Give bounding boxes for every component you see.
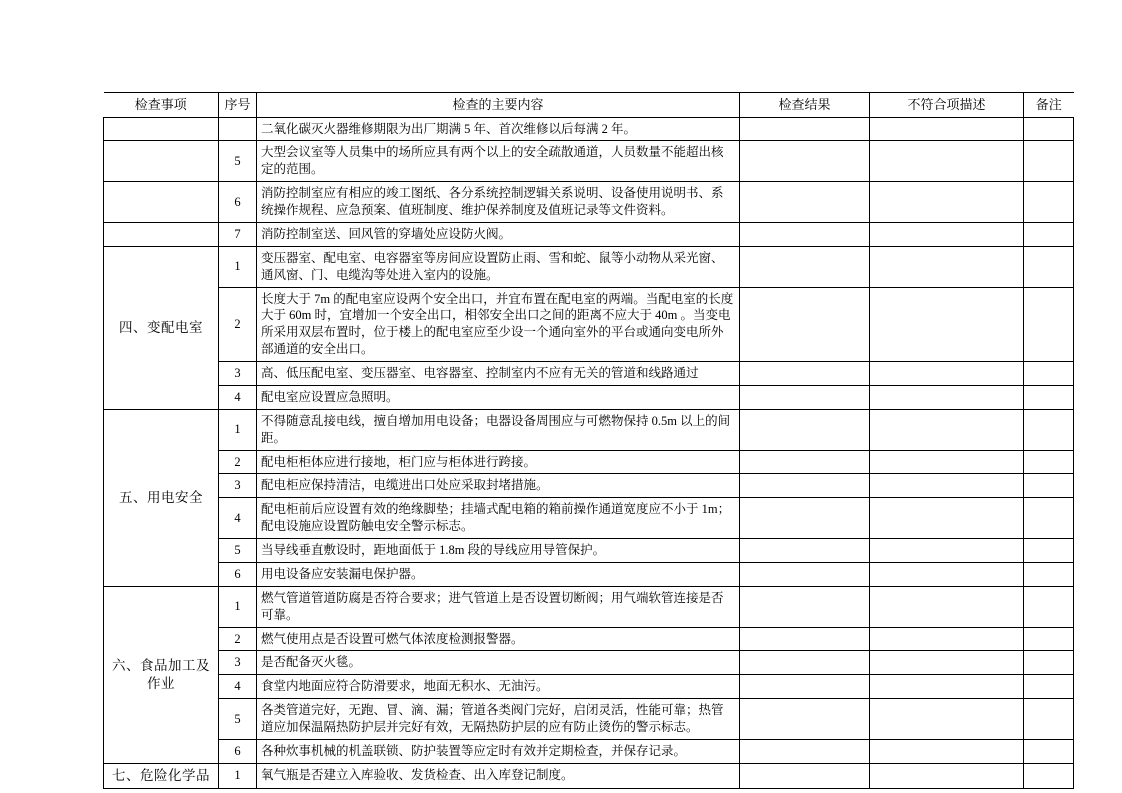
row-desc[interactable] bbox=[870, 539, 1024, 563]
row-remark[interactable] bbox=[1024, 182, 1074, 223]
table-row bbox=[104, 627, 1074, 651]
row-remark[interactable] bbox=[1024, 763, 1074, 788]
row-category bbox=[104, 182, 219, 223]
table-body bbox=[104, 117, 1074, 788]
table-row bbox=[104, 141, 1074, 182]
row-content: 高、低压配电室、变压器室、电容器室、控制室内不应有无关的管道和线路通过 bbox=[257, 362, 740, 386]
row-remark[interactable] bbox=[1024, 739, 1074, 763]
row-number: 6 bbox=[219, 739, 257, 763]
row-desc[interactable] bbox=[870, 586, 1024, 627]
table-row bbox=[104, 246, 1074, 287]
row-category: 六、食品加工及作业 bbox=[104, 586, 219, 763]
table-row bbox=[104, 222, 1074, 246]
row-result[interactable] bbox=[740, 562, 870, 586]
row-number: 1 bbox=[219, 409, 257, 450]
row-number: 1 bbox=[219, 246, 257, 287]
column-header-desc: 不符合项描述 bbox=[870, 93, 1024, 118]
row-desc[interactable] bbox=[870, 246, 1024, 287]
row-remark[interactable] bbox=[1024, 287, 1074, 362]
row-result[interactable] bbox=[740, 474, 870, 498]
row-number: 7 bbox=[219, 222, 257, 246]
row-number: 4 bbox=[219, 675, 257, 699]
table-header bbox=[104, 93, 1074, 118]
row-desc[interactable] bbox=[870, 450, 1024, 474]
row-content: 变压器室、配电室、电容器室等房间应设置防止雨、雪和蛇、鼠等小动物从采光窗、通风窗、门、电缆沟等处进入室内的设施。 bbox=[257, 246, 740, 287]
row-category: 四、变配电室 bbox=[104, 246, 219, 409]
row-category bbox=[104, 117, 219, 141]
row-remark[interactable] bbox=[1024, 675, 1074, 699]
row-remark[interactable] bbox=[1024, 141, 1074, 182]
row-result[interactable] bbox=[740, 675, 870, 699]
row-result[interactable] bbox=[740, 739, 870, 763]
row-content: 燃气使用点是否设置可燃气体浓度检测报警器。 bbox=[257, 627, 740, 651]
table-row bbox=[104, 287, 1074, 362]
row-content: 不得随意乱接电线，擅自增加用电设备；电器设备周围应与可燃物保持 0.5m 以上的间距。 bbox=[257, 409, 740, 450]
row-desc[interactable] bbox=[870, 498, 1024, 539]
row-desc[interactable] bbox=[870, 651, 1024, 675]
row-number: 2 bbox=[219, 627, 257, 651]
row-content: 配电室应设置应急照明。 bbox=[257, 385, 740, 409]
row-content: 当导线垂直敷设时，距地面低于 1.8m 段的导线应用导管保护。 bbox=[257, 539, 740, 563]
row-content: 燃气管道管道防腐是否符合要求；进气管道上是否设置切断阀；用气端软管连接是否可靠。 bbox=[257, 586, 740, 627]
row-remark[interactable] bbox=[1024, 246, 1074, 287]
row-category bbox=[104, 141, 219, 182]
table-row bbox=[104, 586, 1074, 627]
row-content: 氧气瓶是否建立入库验收、发货检查、出入库登记制度。 bbox=[257, 763, 740, 788]
row-desc[interactable] bbox=[870, 699, 1024, 740]
row-result[interactable] bbox=[740, 450, 870, 474]
table-row bbox=[104, 117, 1074, 141]
row-desc[interactable] bbox=[870, 385, 1024, 409]
row-number: 4 bbox=[219, 498, 257, 539]
row-content: 消防控制室送、回风管的穿墙处应设防火阀。 bbox=[257, 222, 740, 246]
row-content: 消防控制室应有相应的竣工图纸、各分系统控制逻辑关系说明、设备使用说明书、系统操作规程、应急预案、值班制度、维护保养制度及值班记录等文件资料。 bbox=[257, 182, 740, 223]
row-number: 5 bbox=[219, 539, 257, 563]
row-remark[interactable] bbox=[1024, 385, 1074, 409]
table-row bbox=[104, 182, 1074, 223]
row-number: 3 bbox=[219, 651, 257, 675]
row-result[interactable] bbox=[740, 362, 870, 386]
row-content: 配电柜前后应设置有效的绝缘脚垫；挂墙式配电箱的箱前操作通道宽度应不小于 1m；配电设施应设置防触电安全警示标志。 bbox=[257, 498, 740, 539]
row-remark[interactable] bbox=[1024, 627, 1074, 651]
row-desc[interactable] bbox=[870, 562, 1024, 586]
row-number: 6 bbox=[219, 562, 257, 586]
row-remark[interactable] bbox=[1024, 450, 1074, 474]
row-desc[interactable] bbox=[870, 141, 1024, 182]
table-row bbox=[104, 699, 1074, 740]
row-result[interactable] bbox=[740, 699, 870, 740]
row-desc[interactable] bbox=[870, 287, 1024, 362]
row-remark[interactable] bbox=[1024, 222, 1074, 246]
table-row bbox=[104, 362, 1074, 386]
column-header-result: 检查结果 bbox=[740, 93, 870, 118]
row-remark[interactable] bbox=[1024, 651, 1074, 675]
row-desc[interactable] bbox=[870, 222, 1024, 246]
table-row bbox=[104, 651, 1074, 675]
document-page bbox=[103, 92, 1073, 789]
row-result[interactable] bbox=[740, 763, 870, 788]
column-header-no: 序号 bbox=[219, 93, 257, 118]
row-content: 配电柜柜体应进行接地，柜门应与柜体进行跨接。 bbox=[257, 450, 740, 474]
row-result[interactable] bbox=[740, 539, 870, 563]
row-number: 1 bbox=[219, 763, 257, 788]
table-row bbox=[104, 450, 1074, 474]
row-remark[interactable] bbox=[1024, 498, 1074, 539]
row-result[interactable] bbox=[740, 222, 870, 246]
row-number: 2 bbox=[219, 287, 257, 362]
row-remark[interactable] bbox=[1024, 562, 1074, 586]
table-row bbox=[104, 409, 1074, 450]
row-result[interactable] bbox=[740, 141, 870, 182]
row-number: 2 bbox=[219, 450, 257, 474]
row-remark[interactable] bbox=[1024, 586, 1074, 627]
table-row bbox=[104, 385, 1074, 409]
row-result[interactable] bbox=[740, 651, 870, 675]
row-remark[interactable] bbox=[1024, 699, 1074, 740]
row-category: 七、危险化学品 bbox=[104, 763, 219, 788]
table-header-row bbox=[104, 93, 1074, 118]
row-number bbox=[219, 117, 257, 141]
row-remark[interactable] bbox=[1024, 474, 1074, 498]
table-row bbox=[104, 498, 1074, 539]
row-number: 5 bbox=[219, 699, 257, 740]
row-result[interactable] bbox=[740, 627, 870, 651]
column-header-content: 检查的主要内容 bbox=[257, 93, 740, 118]
row-desc[interactable] bbox=[870, 739, 1024, 763]
row-remark[interactable] bbox=[1024, 409, 1074, 450]
row-desc[interactable] bbox=[870, 763, 1024, 788]
row-content: 大型会议室等人员集中的场所应具有两个以上的安全疏散通道，人员数量不能超出核定的范围。 bbox=[257, 141, 740, 182]
row-result[interactable] bbox=[740, 117, 870, 141]
table-row bbox=[104, 739, 1074, 763]
row-number: 3 bbox=[219, 362, 257, 386]
table-row bbox=[104, 763, 1074, 788]
row-result[interactable] bbox=[740, 182, 870, 223]
row-number: 6 bbox=[219, 182, 257, 223]
row-result[interactable] bbox=[740, 287, 870, 362]
row-remark[interactable] bbox=[1024, 117, 1074, 141]
row-content: 配电柜应保持清洁，电缆进出口处应采取封堵措施。 bbox=[257, 474, 740, 498]
table-row bbox=[104, 675, 1074, 699]
column-header-item: 检查事项 bbox=[104, 93, 219, 118]
row-content: 二氧化碳灭火器维修期限为出厂期满 5 年、首次维修以后每满 2 年。 bbox=[257, 117, 740, 141]
row-result[interactable] bbox=[740, 409, 870, 450]
row-desc[interactable] bbox=[870, 182, 1024, 223]
table-row bbox=[104, 562, 1074, 586]
row-desc[interactable] bbox=[870, 627, 1024, 651]
row-content: 是否配备灭火毯。 bbox=[257, 651, 740, 675]
row-result[interactable] bbox=[740, 246, 870, 287]
row-result[interactable] bbox=[740, 586, 870, 627]
row-content: 长度大于 7m 的配电室应设两个安全出口，并宜布置在配电室的两端。当配电室的长度大于 60m 时，宜增加一个安全出口，相邻安全出口之间的距离不应大于 40m 。当变电所采用双层布置时，位于楼上的配电室应至少设一个通向室外的平台或通向变电所外部通道的安全出口。 bbox=[257, 287, 740, 362]
table-row bbox=[104, 539, 1074, 563]
row-result[interactable] bbox=[740, 385, 870, 409]
table-row bbox=[104, 474, 1074, 498]
row-result[interactable] bbox=[740, 498, 870, 539]
row-desc[interactable] bbox=[870, 117, 1024, 141]
row-number: 1 bbox=[219, 586, 257, 627]
row-remark[interactable] bbox=[1024, 362, 1074, 386]
row-desc[interactable] bbox=[870, 474, 1024, 498]
row-desc[interactable] bbox=[870, 409, 1024, 450]
row-desc[interactable] bbox=[870, 675, 1024, 699]
row-number: 4 bbox=[219, 385, 257, 409]
row-content: 各种炊事机械的机盖联锁、防护装置等应定时有效并定期检查，并保存记录。 bbox=[257, 739, 740, 763]
row-number: 5 bbox=[219, 141, 257, 182]
inspection-checklist-table bbox=[103, 92, 1074, 789]
row-category: 五、用电安全 bbox=[104, 409, 219, 586]
row-number: 3 bbox=[219, 474, 257, 498]
row-content: 各类管道完好，无跑、冒、滴、漏；管道各类阀门完好，启闭灵活，性能可靠；热管道应加保温隔热防护层并完好有效，无隔热防护层的应有防止烫伤的警示标志。 bbox=[257, 699, 740, 740]
row-remark[interactable] bbox=[1024, 539, 1074, 563]
row-category bbox=[104, 222, 219, 246]
column-header-remark: 备注 bbox=[1024, 93, 1074, 118]
row-content: 食堂内地面应符合防滑要求，地面无积水、无油污。 bbox=[257, 675, 740, 699]
row-content: 用电设备应安装漏电保护器。 bbox=[257, 562, 740, 586]
row-desc[interactable] bbox=[870, 362, 1024, 386]
